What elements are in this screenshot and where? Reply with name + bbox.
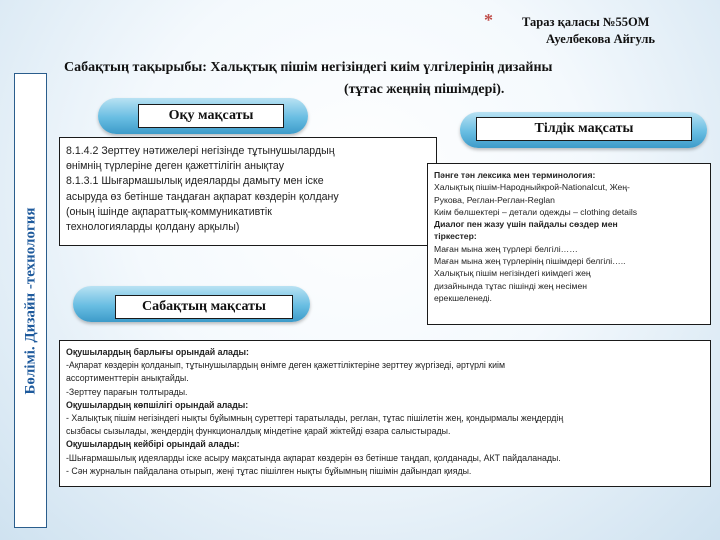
language-goal-line: Диалог пен жазу үшін пайдалы сөздер мен xyxy=(434,219,618,230)
learning-goal-line: өнімнің түрлеріне деген қажеттілігін анықтау xyxy=(66,160,284,173)
language-goal-line: Маған мына жең түрлері белгілі…… xyxy=(434,243,578,254)
lesson-goal-line: -Зерттеу парағын толтырады. xyxy=(66,386,188,397)
language-goal-line: Пәнге тән лексика мен терминология: xyxy=(434,170,596,180)
learning-goal-line: 8.1.4.2 Зерттеу нәтижелері негізінде тұтынушылардың xyxy=(66,145,335,157)
language-goal-line: тіркестер: xyxy=(434,231,477,242)
language-goal-line: ерекшеленеді. xyxy=(434,292,492,303)
author-name: Ауелбекова Айгуль xyxy=(546,32,656,46)
learning-goal-line: (оның ішінде ақпараттық-коммуникативтік xyxy=(66,205,272,218)
lesson-goal-line: - Сән журналын пайдалана отырып, жеңі тұтас пішілген нықты бұйымның пішімін дайындап қияды. xyxy=(66,465,472,476)
language-goal-line: дизайнында тұтас пішінді жең несімен xyxy=(434,280,587,291)
language-goals-header: Тілдік мақсаты xyxy=(476,117,692,141)
lesson-goals-lines xyxy=(66,346,704,478)
learning-goal-line: асыруда өз бетінше таңдаған ақпарат көздерін қолдану xyxy=(66,190,339,203)
lesson-goal-line: Оқушылардың барлығы орындай алады: xyxy=(66,347,249,357)
language-goal-line: Халықтық пішім-Народныйкрой-Nationalcut, Жең- xyxy=(434,182,630,193)
lesson-goals-box xyxy=(59,340,711,487)
language-goal-line: Киім бөлшектері – детали одежды – clothing details xyxy=(434,206,638,217)
lesson-goal-line: -Ақпарат көздерін қолданып, тұтынушылардың өнімге деген қажеттіліктеріне зерттеу жүргізеді, әртүрлі киім xyxy=(66,360,506,371)
bullet-star: * xyxy=(484,10,493,30)
school-name: Тараз қаласы №55ОМ xyxy=(522,15,650,29)
lesson-goal-line: ассортименттерін анықтайды. xyxy=(66,373,189,384)
learning-goals-box xyxy=(59,137,437,246)
lesson-goal-line: - Халықтық пішім негізіндегі нықты бұйымның суреттері таратылады, реглан, тұтас пішілетін жең, қондырмалы жеңдердің xyxy=(66,413,564,424)
lesson-goal-line: сызбасы сызылады, жеңдердің функционалдық міндетіне қарай жіктейді өзара салыстырады. xyxy=(66,426,451,437)
lesson-goal-line: Оқушылардың көпшілігі орындай алады: xyxy=(66,399,249,410)
section-label: Бөлімі. Дизайн -технология xyxy=(22,206,38,395)
lesson-goals-header: Сабақтың мақсаты xyxy=(115,295,293,319)
language-goal-line: Маған мына жең түрлерінің пішімдері белгілі….. xyxy=(434,256,626,267)
language-goals-box xyxy=(427,163,711,325)
section-sidebar xyxy=(14,73,47,528)
lesson-title-line-2: (тұтас жеңнің пішімдері). xyxy=(344,82,505,97)
learning-goal-line: технологияларды қолдану арқылы) xyxy=(66,221,240,234)
lesson-title-line-1: Сабақтың тақырыбы: Хальқтық пішім негізіндегі киім үлгілерінің дизайны xyxy=(64,60,553,75)
learning-goals-header: Оқу мақсаты xyxy=(138,104,284,128)
lesson-goal-line: Оқушылардың кейбірі орындай алады: xyxy=(66,439,240,450)
lesson-goal-line: -Шығармашылық идеяларды іске асыру мақсатында ақпарат көздерін өз бетінше таңдап, қолданады, АКТ пайдаланады. xyxy=(66,452,561,463)
author-block xyxy=(484,10,710,48)
learning-goals-lines xyxy=(66,144,430,235)
lesson-title xyxy=(60,57,700,101)
language-goals-lines xyxy=(434,169,704,304)
language-goal-line: Рукова, Реглан-Реглан-Reglan xyxy=(434,194,555,205)
learning-goal-line: 8.1.3.1 Шығармашылық идеяларды дамыту мен іске xyxy=(66,175,324,188)
language-goal-line: Халықтық пішім негізіндегі киімдегі жең xyxy=(434,268,591,279)
